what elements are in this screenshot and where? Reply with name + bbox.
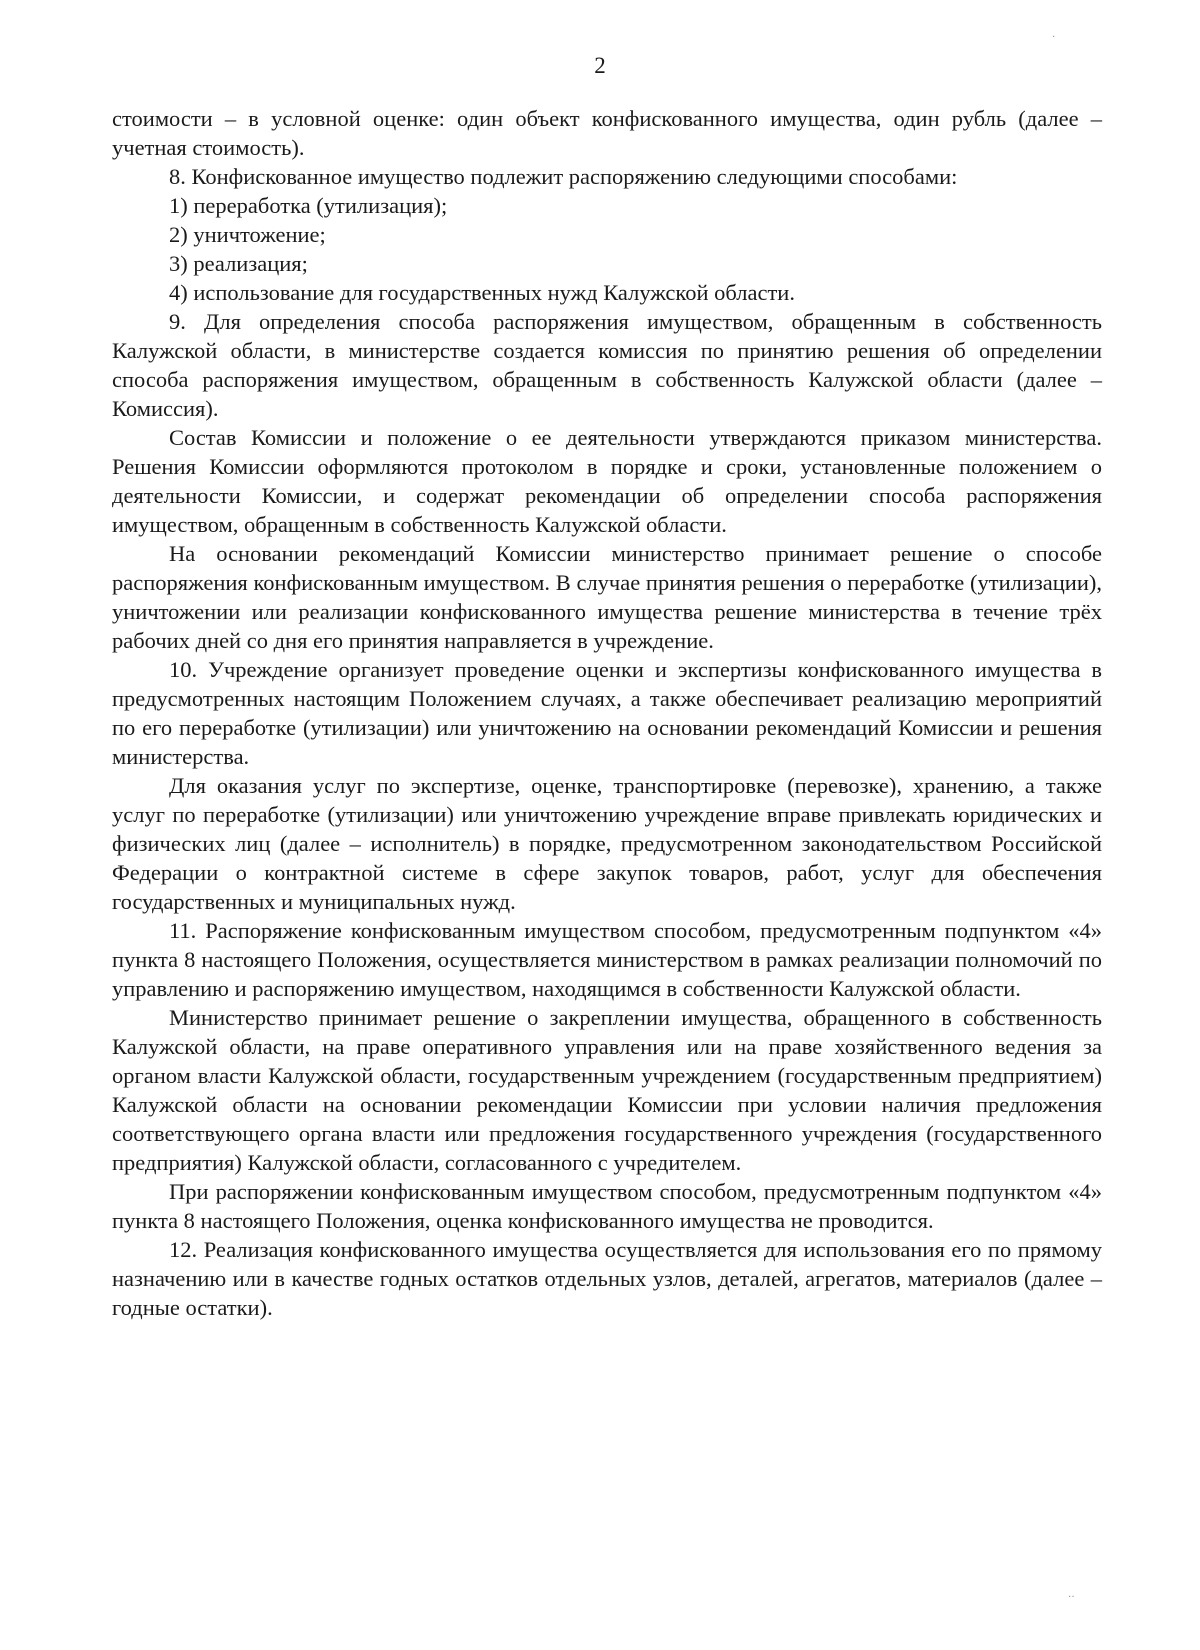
- paragraph: 10. Учреждение организует проведение оценки и экспертизы конфискованного имущества в предусмотренных настоящим Положением случаях, а также обеспечивает реализацию мероприятий по его переработке (утилизации) или уничтожению на основании рекомендаций Комиссии и решения министерства.: [112, 657, 1102, 769]
- paragraph: Состав Комиссии и положение о ее деятельности утверждаются приказом министерства. Решения Комиссии оформляются протоколом в порядке и сроки, установленные положением о деятельности Комиссии, и содержат рекомендации об определении способа распоряжения имуществом, обращенным в собственность Калужской области.: [112, 425, 1102, 537]
- paragraph: 8. Конфискованное имущество подлежит распоряжению следующими способами:: [169, 164, 958, 189]
- paragraph: стоимости – в условной оценке: один объект конфискованного имущества, один рубль (далее – учетная стоимость).: [112, 106, 1102, 160]
- scan-speck: ·: [1052, 32, 1056, 43]
- paragraph: 9. Для определения способа распоряжения имуществом, обращенным в собственность Калужской области, в министерстве создается комиссия по принятию решения об определении способа распоряжения имуществом, обращенным в собственность Калужской области (далее – Комиссия).: [112, 309, 1102, 421]
- page-number: 2: [594, 53, 606, 78]
- document-body: [112, 104, 1102, 1322]
- paragraph: 12. Реализация конфискованного имущества осуществляется для использования его по прямому назначению или в качестве годных остатков отдельных узлов, деталей, агрегатов, материалов (далее – годные остатки).: [112, 1237, 1102, 1320]
- list-item: 2) уничтожение;: [169, 222, 326, 247]
- list-item: 3) реализация;: [169, 251, 308, 276]
- paragraph: На основании рекомендаций Комиссии министерство принимает решение о способе распоряжения конфискованным имуществом. В случае принятия решения о переработке (утилизации), уничтожении или реализации конфискованного имущества решение министерства в течение трёх рабочих дней со дня его принятия направляется в учреждение.: [112, 541, 1102, 653]
- list-item: 1) переработка (утилизация);: [169, 193, 448, 218]
- paragraph: 11. Распоряжение конфискованным имуществом способом, предусмотренным подпунктом «4» пункта 8 настоящего Положения, осуществляется министерством в рамках реализации полномочий по управлению и распоряжению имуществом, находящимся в собственности Калужской области.: [112, 918, 1102, 1001]
- scan-speck: ··: [1068, 1592, 1075, 1603]
- paragraph: При распоряжении конфискованным имуществом способом, предусмотренным подпунктом «4» пункта 8 настоящего Положения, оценка конфискованного имущества не проводится.: [112, 1179, 1102, 1233]
- list-item: 4) использование для государственных нужд Калужской области.: [169, 280, 795, 305]
- paragraph: Для оказания услуг по экспертизе, оценке, транспортировке (перевозке), хранению, а также услуг по переработке (утилизации) или уничтожению учреждение вправе привлекать юридических и физических лиц (далее – исполнитель) в порядке, предусмотренном законодательством Российской Федерации о контрактной системе в сфере закупок товаров, работ, услуг для обеспечения государственных и муниципальных нужд.: [112, 773, 1102, 914]
- paragraph: Министерство принимает решение о закреплении имущества, обращенного в собственность Калужской области, на праве оперативного управления или на праве хозяйственного ведения за органом власти Калужской области, государственным учреждением (государственным предприятием) Калужской области на основании рекомендации Комиссии при условии наличия предложения соответствующего органа власти или предложения государственного учреждения (государственного предприятия) Калужской области, согласованного с учредителем.: [112, 1005, 1102, 1175]
